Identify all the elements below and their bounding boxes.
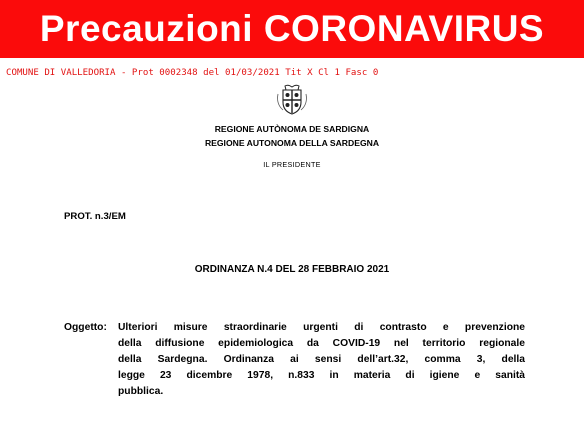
region-name-sardinian: REGIONE AUTÒNOMA DE SARDIGNA	[214, 124, 370, 134]
subject-line: della Sardegna. Ordinanza ai sensi dell’art.32, comma 3, della	[118, 354, 525, 365]
subject-label: Oggetto:	[64, 322, 107, 333]
banner-title: Precauzioni CORONAVIRUS	[39, 8, 545, 49]
subject-line: della diffusione epidemiologica da COVID-19 nel territorio regionale	[118, 338, 525, 349]
office-title: IL PRESIDENTE	[263, 160, 321, 169]
protocol-stamp: COMUNE DI VALLEDORIA - Prot 0002348 del 01/03/2021 Tit X Cl 1 Fasc 0	[6, 68, 379, 78]
subject-line: Ulteriori misure straordinarie urgenti di contrasto e prevenzione	[118, 322, 525, 333]
banner	[0, 0, 584, 58]
subject-line: pubblica.	[118, 386, 164, 397]
subject-line: legge 23 dicembre 1978, n.833 in materia di igiene e sanità	[118, 370, 525, 381]
protocol-number: PROT. n.3/EM	[64, 211, 126, 222]
sardinia-coat-of-arms-icon	[274, 84, 310, 116]
ordinance-title: ORDINANZA N.4 DEL 28 FEBBRAIO 2021	[194, 264, 390, 275]
region-name-italian: REGIONE AUTONOMA DELLA SARDEGNA	[204, 138, 380, 148]
